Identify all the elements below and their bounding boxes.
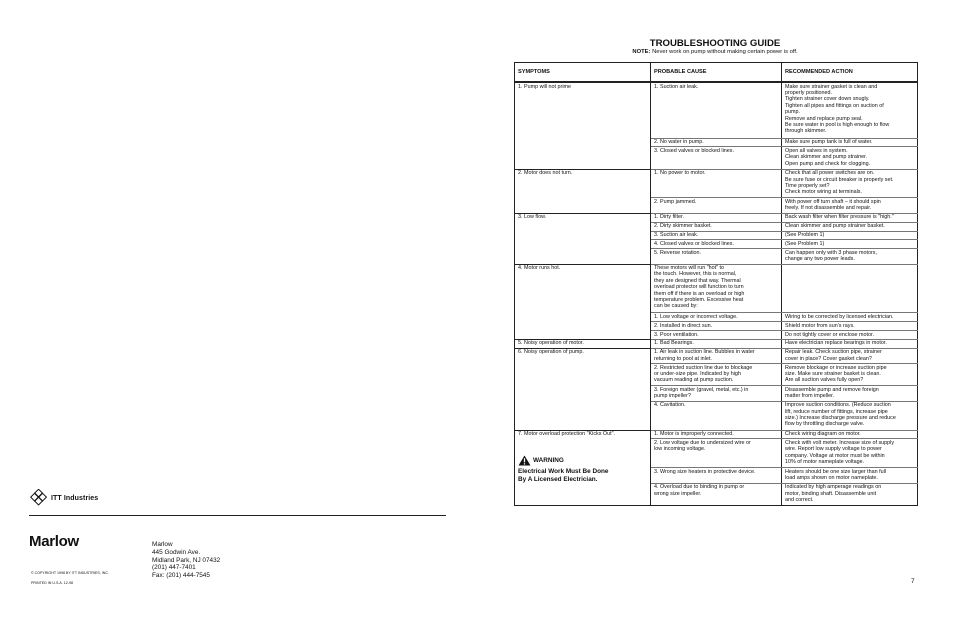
- left-page-rule: [29, 515, 446, 516]
- cause-cell: 1. Bad Bearings.: [651, 339, 782, 348]
- troubleshooting-table: [514, 62, 918, 506]
- symptom-cell: [515, 82, 651, 169]
- action-cell: Open all valves in system. Clean skimmer and pump strainer. Open pump and check for clogging.: [782, 147, 918, 169]
- cause-cell: 4. Cavitation.: [651, 401, 782, 430]
- symptom-cell: [515, 169, 651, 213]
- cause-cell: These motors will run "hot" to the touch. However, this is normal, they are designed that way. Thermal overload protector will function to turn them off if there is an overload or high temperature problem. Excessive heat can be caused by:: [651, 264, 782, 313]
- table-row: [515, 82, 918, 138]
- action-cell: Repair leak. Check suction pipe, strainer cover in place? Cover gasket clean?: [782, 348, 918, 363]
- action-cell: Improve suction conditions. (Reduce suction lift, reduce number of fittings, increase pipe size.) Increase discharge pressure and reduce flow by throttling discharge valve.: [782, 401, 918, 430]
- symptom-text: 3. Low flow.: [518, 214, 547, 221]
- page-number: 7: [911, 578, 915, 585]
- warning-line: Electrical Work Must Be Done: [518, 468, 609, 476]
- action-cell: Heaters should be one size larger than full load amps shown on motor nameplate.: [782, 468, 918, 483]
- table-row: [515, 430, 918, 439]
- note-text: Never work on pump without making certain power is off.: [650, 49, 798, 55]
- action-cell: Have electrician replace bearings in motor.: [782, 339, 918, 348]
- action-cell: Check with volt meter. Increase size of supply wire. Report low supply voltage to power company. Voltage at motor must be within 10% of motor nameplate voltage.: [782, 439, 918, 468]
- electrical-warning: [518, 455, 647, 484]
- cause-cell: 2. Installed in direct sun.: [651, 322, 782, 331]
- cause-cell: 1. Suction air leak.: [651, 82, 782, 138]
- itt-logo: [30, 489, 98, 507]
- itt-logo-icon: [30, 489, 48, 507]
- cause-cell: 4. Overload due to binding in pump or wrong size impeller.: [651, 483, 782, 505]
- address-line: Midland Park, NJ 07432: [152, 556, 221, 564]
- table-header-row: [515, 63, 918, 83]
- warning-heading: [518, 455, 647, 466]
- cause-cell: 2. Pump jammed.: [651, 198, 782, 213]
- symptom-cell: [515, 348, 651, 430]
- header-symptoms: SYMPTOMS: [515, 63, 651, 83]
- action-cell: Do not tightly cover or enclose motor.: [782, 331, 918, 340]
- warning-label: WARNING: [533, 456, 564, 464]
- copyright-notice: © COPYRIGHT 1998 BY ITT INDUSTRIES, INC.: [31, 571, 109, 575]
- cause-cell: 2. Dirty skimmer basket.: [651, 222, 782, 231]
- printed-notice: PRINTED IN U.S.A. 12-98: [31, 581, 73, 585]
- header-cause: PROBABLE CAUSE: [651, 63, 782, 83]
- symptom-text: 2. Motor does not turn.: [518, 170, 573, 177]
- cause-cell: 5. Reverse rotation.: [651, 249, 782, 264]
- table-row: [515, 169, 918, 198]
- action-cell: Disassemble pump and remove foreign matter from impeller.: [782, 386, 918, 401]
- action-cell: (See Problem 1): [782, 231, 918, 240]
- cause-cell: 2. Low voltage due to undersized wire or low incoming voltage.: [651, 439, 782, 468]
- table-row: [515, 264, 918, 313]
- action-cell: Wiring to be corrected by licensed electrician.: [782, 313, 918, 322]
- action-cell: Clean skimmer and pump strainer basket.: [782, 222, 918, 231]
- action-cell: Back wash filter when filter pressure is "high.": [782, 213, 918, 222]
- warning-line: By A Licensed Electrician.: [518, 476, 598, 484]
- symptom-text: 5. Noisy operation of motor.: [518, 340, 584, 347]
- symptom-cell: [515, 339, 651, 348]
- action-cell: [782, 264, 918, 313]
- address-line: 445 Godwin Ave.: [152, 548, 201, 556]
- symptom-cell: [515, 213, 651, 264]
- cause-cell: 1. Dirty filter.: [651, 213, 782, 222]
- company-address: [152, 541, 220, 580]
- guide-title: TROUBLESHOOTING GUIDE: [649, 38, 781, 49]
- action-cell: Check that all power switches are on. Be sure fuse or circuit breaker is properly set. Time properly set? Check motor wiring at terminals.: [782, 169, 918, 198]
- symptom-text: 1. Pump will not prime: [518, 83, 572, 90]
- cause-cell: 4. Closed valves or blocked lines.: [651, 240, 782, 249]
- logo-text: ITT Industries: [51, 494, 99, 502]
- table-row: [515, 213, 918, 222]
- action-cell: Shield motor from sun's rays.: [782, 322, 918, 331]
- cause-cell: 3. Wrong size heaters in protective device.: [651, 468, 782, 483]
- address-line: (201) 447-7401: [152, 564, 196, 572]
- cause-cell: 2. No water in pump.: [651, 138, 782, 147]
- action-cell: Remove blockage or increase suction pipe size. Make sure strainer basket is clean. Are all suction valves fully open?: [782, 364, 918, 386]
- warning-text: [518, 468, 647, 484]
- cause-cell: 3. Suction air leak.: [651, 231, 782, 240]
- note-label: NOTE:: [632, 49, 651, 55]
- cause-cell: 3. Poor ventilation.: [651, 331, 782, 340]
- warning-triangle-icon: [518, 455, 531, 466]
- cause-cell: 3. Closed valves or blocked lines.: [651, 147, 782, 169]
- guide-note: [513, 49, 917, 55]
- action-cell: Make sure strainer gasket is clean and properly positioned. Tighten strainer cover down snugly. Tighten all pipes and fittings on suction of pump. Remove and replace pump seal. Be sure water in pool is high enough to flow through skimmer.: [782, 82, 918, 138]
- symptom-cell: [515, 264, 651, 339]
- symptom-text: 4. Motor runs hot.: [518, 265, 561, 272]
- action-cell: (See Problem 1): [782, 240, 918, 249]
- cause-cell: 1. Low voltage or incorrect voltage.: [651, 313, 782, 322]
- action-cell: Can happen only with 3 phase motors, change any two power leads.: [782, 249, 918, 264]
- cause-cell: 3. Foreign matter (gravel, metal, etc.) in pump impeller?: [651, 386, 782, 401]
- action-cell: Indicated by high amperage readings on motor, binding shaft. Disassemble unit and correct.: [782, 483, 918, 505]
- action-cell: Make sure pump tank is full of water.: [782, 138, 918, 147]
- brand-name: Marlow: [29, 533, 79, 550]
- address-line: Marlow: [152, 541, 173, 548]
- symptom-text: 7. Motor overload protection "Kicks Out".: [518, 431, 616, 438]
- table-row: [515, 339, 918, 348]
- symptom-text: 6. Noisy operation of pump.: [518, 349, 584, 356]
- cause-cell: 2. Restricted suction line due to blockage or under-size pipe. Indicated by high vacuum reading at pump suction.: [651, 364, 782, 386]
- symptom-cell: [515, 430, 651, 505]
- cause-cell: 1. Motor is improperly connected.: [651, 430, 782, 439]
- cause-cell: 1. No power to motor.: [651, 169, 782, 198]
- address-line: Fax: (201) 444-7545: [152, 572, 210, 580]
- table-row: [515, 348, 918, 363]
- action-cell: Check wiring diagram on motor.: [782, 430, 918, 439]
- header-action: RECOMMENDED ACTION: [782, 63, 918, 83]
- action-cell: With power off turn shaft – it should spin freely. If not disassemble and repair.: [782, 198, 918, 213]
- table-body: [515, 82, 918, 506]
- cause-cell: 1. Air leak in suction line. Bubbles in water returning to pool at inlet.: [651, 348, 782, 363]
